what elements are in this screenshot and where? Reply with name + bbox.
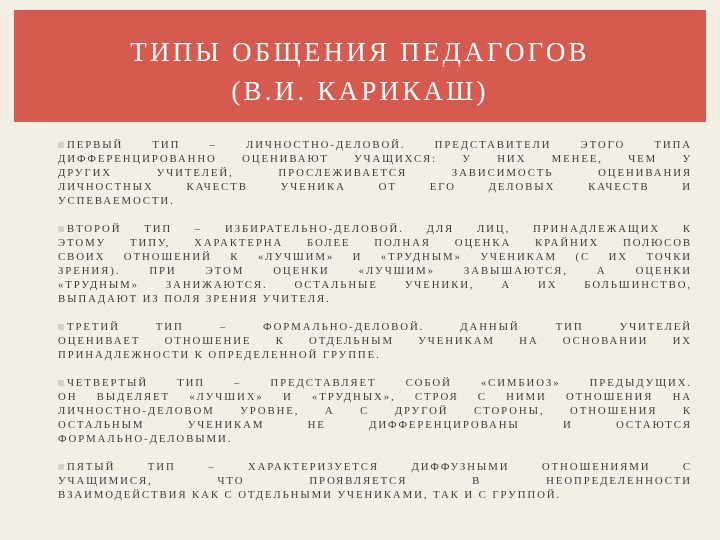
item-text-line: ПРИНАДЛЕЖНОСТИ К ОПРЕДЕЛЕННОЙ ГРУППЕ.: [58, 349, 381, 361]
item-text-line: ТРЕТИЙ ТИП – ФОРМАЛЬНО-ДЕЛОВОЙ. ДАННЫЙ ТИП УЧИТЕЛЕЙ: [67, 321, 692, 333]
bullet-list: [58, 138, 692, 516]
item-text-line: ЛИЧНОСТНЫХ КАЧЕСТВ УЧЕНИКА ОТ ЕГО ДЕЛОВЫХ КАЧЕСТВ И: [58, 181, 692, 193]
list-item: [58, 222, 692, 306]
bullet-icon: [58, 464, 64, 470]
item-text-line: ФОРМАЛЬНО-ДЕЛОВЫМИ.: [58, 433, 233, 445]
item-text-line: ВТОРОЙ ТИП – ИЗБИРАТЕЛЬНО-ДЕЛОВОЙ. ДЛЯ ЛИЦ, ПРИНАДЛЕЖАЩИХ К: [67, 223, 692, 235]
item-text-line: ОСТАЛЬНЫМ УЧЕНИКАМ НЕ ДИФФЕРЕНЦИРОВАНЫ И ОСТАЮТСЯ: [58, 419, 692, 431]
item-text-line: ЗРЕНИЯ). ПРИ ЭТОМ ОЦЕНКИ «ЛУЧШИМ» ЗАВЫШАЮТСЯ, А ОЦЕНКИ: [58, 265, 692, 277]
bullet-icon: [58, 380, 64, 386]
item-text-line: ЛИЧНОСТНО-ДЕЛОВОМ УРОВНЕ, А С ДРУГОЙ СТОРОНЫ, ОТНОШЕНИЯ К: [58, 405, 692, 417]
list-item: [58, 138, 692, 208]
item-text-line: УСПЕВАЕМОСТИ.: [58, 195, 175, 207]
item-text-line: ЧЕТВЕРТЫЙ ТИП – ПРЕДСТАВЛЯЕТ СОБОЙ «СИМБИОЗ» ПРЕДЫДУЩИХ.: [67, 377, 692, 389]
item-text-line: ВЗАИМОДЕЙСТВИЯ КАК С ОТДЕЛЬНЫМИ УЧЕНИКАМИ, ТАК И С ГРУППОЙ.: [58, 489, 562, 501]
bullet-icon: [58, 226, 64, 232]
item-text-line: ЭТОМУ ТИПУ, ХАРАКТЕРНА БОЛЕЕ ПОЛНАЯ ОЦЕНКА КРАЙНИХ ПОЛЮСОВ: [58, 237, 692, 249]
item-text-line: ОН ВЫДЕЛЯЕТ «ЛУЧШИХ» И «ТРУДНЫХ», СТРОЯ С НИМИ ОТНОШЕНИЯ НА: [58, 391, 692, 403]
item-text-line: «ТРУДНЫМ» ЗАНИЖАЮТСЯ. ОСТАЛЬНЫЕ УЧЕНИКИ, А ИХ БОЛЬШИНСТВО,: [58, 279, 692, 291]
list-item: [58, 376, 692, 446]
list-item: [58, 460, 692, 502]
item-text-line: ВЫПАДАЮТ ИЗ ПОЛЯ ЗРЕНИЯ УЧИТЕЛЯ.: [58, 293, 331, 305]
item-text-line: ОЦЕНИВАЕТ ОТНОШЕНИЕ К ОТДЕЛЬНЫМ УЧЕНИКАМ НА ОСНОВАНИИ ИХ: [58, 335, 692, 347]
slide-title-line-1: ТИПЫ ОБЩЕНИЯ ПЕДАГОГОВ: [130, 37, 590, 67]
item-text-line: ДИФФЕРЕНЦИРОВАННО ОЦЕНИВАЮТ УЧАЩИХСЯ: У НИХ МЕНЕЕ, ЧЕМ У: [58, 153, 692, 165]
slide-title-line-2: (В.И. КАРИКАШ): [231, 76, 489, 106]
item-text-line: СВОИХ ОТНОШЕНИЙ К «ЛУЧШИМ» И «ТРУДНЫМ» УЧЕНИКАМ (С ИХ ТОЧКИ: [58, 251, 692, 263]
bullet-icon: [58, 142, 64, 148]
list-item: [58, 320, 692, 362]
item-text-line: ДРУГИХ УЧИТЕЛЕЙ, ПРОСЛЕЖИВАЕТСЯ ЗАВИСИМОСТЬ ОЦЕНИВАНИЯ: [58, 167, 692, 179]
item-text-line: ПЕРВЫЙ ТИП – ЛИЧНОСТНО-ДЕЛОВОЙ. ПРЕДСТАВИТЕЛИ ЭТОГО ТИПА: [67, 139, 692, 151]
title-band: [14, 10, 706, 122]
item-text-line: ПЯТЫЙ ТИП – ХАРАКТЕРИЗУЕТСЯ ДИФФУЗНЫМИ ОТНОШЕНИЯМИ С: [67, 461, 692, 473]
item-text-line: УЧАЩИМИСЯ, ЧТО ПРОЯВЛЯЕТСЯ В НЕОПРЕДЕЛЕННОСТИ: [58, 475, 692, 487]
bullet-icon: [58, 324, 64, 330]
